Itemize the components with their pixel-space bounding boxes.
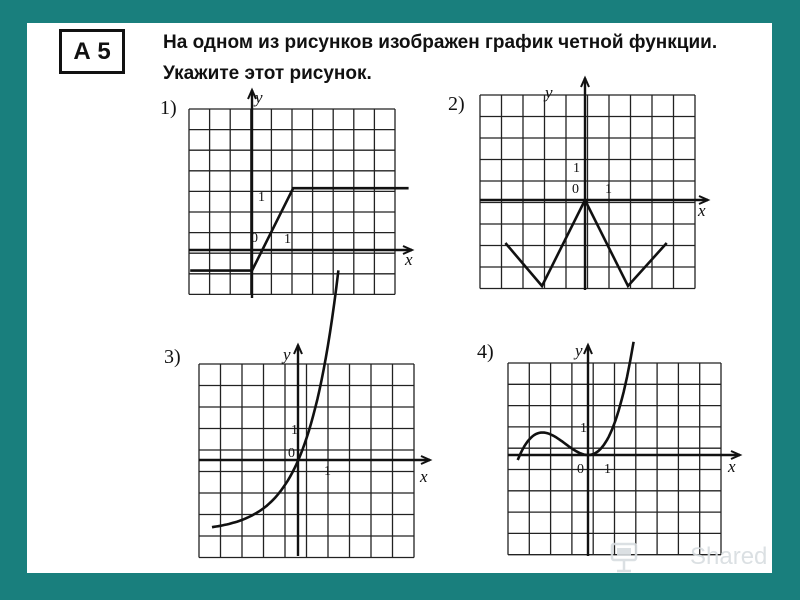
graph-4-axes xyxy=(508,345,740,556)
graph-1-curve xyxy=(190,188,408,270)
graph-1 xyxy=(189,88,413,298)
graph-1-axes xyxy=(189,90,412,298)
graph-3-origin-label: 0 xyxy=(288,446,295,461)
graph-4-unit-x-label: 1 xyxy=(604,462,611,477)
panel-3-label: 3) xyxy=(164,346,181,368)
graph-4-unit-y-label: 1 xyxy=(580,421,587,436)
graph-4-x-axis-label: x xyxy=(728,457,736,476)
graph-2-unit-x-label: 1 xyxy=(605,182,612,197)
graph-1-unit-x-label: 1 xyxy=(284,232,291,247)
graph-4 xyxy=(508,341,740,556)
graph-4-origin-label: 0 xyxy=(577,462,584,477)
panel-2-label: 2) xyxy=(448,93,465,115)
graph-3-unit-x-label: 1 xyxy=(324,464,331,479)
graph-2-unit-y-label: 1 xyxy=(573,161,580,176)
graph-4-grid xyxy=(508,363,721,555)
graph-3 xyxy=(199,270,430,557)
graph-3-unit-y-label: 1 xyxy=(291,423,298,438)
graph-2-origin-label: 0 xyxy=(572,182,579,197)
graph-2-x-axis-label: x xyxy=(698,201,706,220)
graph-2-grid xyxy=(480,95,695,289)
watermark xyxy=(608,540,778,574)
presentation-icon xyxy=(608,540,648,574)
question-line-2: Укажите этот рисунок. xyxy=(163,63,372,84)
graph-2-y-axis-label: y xyxy=(545,83,553,102)
panel-4-label: 4) xyxy=(477,341,494,363)
watermark-text: Shared xyxy=(690,543,768,570)
graph-4-y-axis-label: y xyxy=(575,341,583,360)
graph-1-unit-y-label: 1 xyxy=(258,190,265,205)
task-number-badge: А 5 xyxy=(59,29,125,74)
graph-1-grid xyxy=(189,109,395,294)
question-line-1: На одном из рисунков изображен график четной функции. xyxy=(163,32,718,53)
graph-1-origin-label: 0 xyxy=(251,231,258,246)
graph-3-x-axis-label: x xyxy=(420,467,428,486)
graph-3-y-axis-label: y xyxy=(283,345,291,364)
graph-3-curve xyxy=(212,270,338,527)
graph-1-x-axis-label: x xyxy=(405,250,413,269)
graph-1-y-axis-label: y xyxy=(255,88,263,107)
panel-1-label: 1) xyxy=(160,97,177,119)
graph-2 xyxy=(480,78,708,290)
